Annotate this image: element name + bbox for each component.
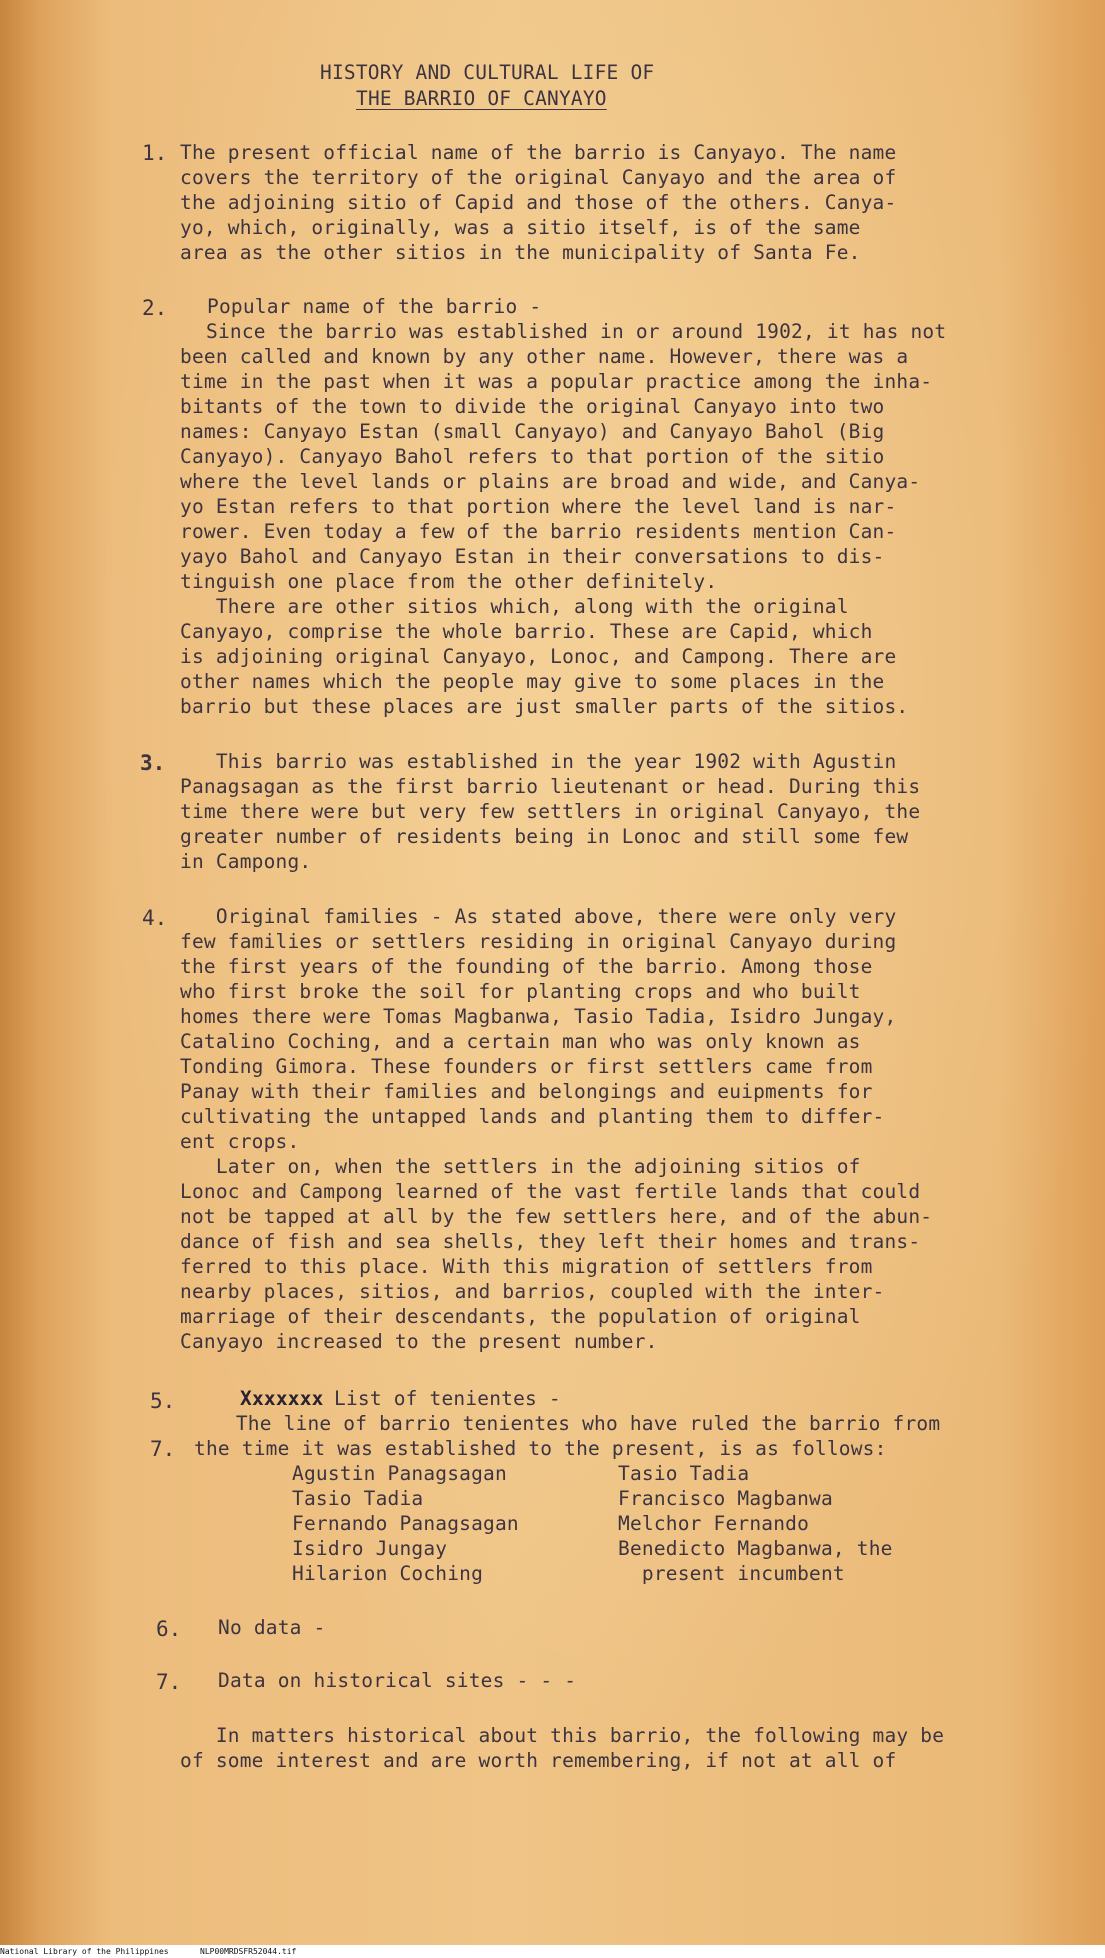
section-2-line: tinguish one place from the other definitely. xyxy=(180,570,718,593)
section-2-line: names: Canyayo Estan (small Canyayo) and Canyayo Bahol (Big xyxy=(180,420,885,443)
section-4-line: ent crops. xyxy=(180,1130,300,1153)
section-4-line: Later on, when the settlers in the adjoining sitios of xyxy=(180,1155,861,1178)
section-6-number: 6. xyxy=(156,1617,182,1641)
section-2-line: barrio but these places are just smaller parts of the sitios. xyxy=(180,695,909,718)
section-4-line: Canyayo increased to the present number. xyxy=(180,1330,658,1353)
section-7-heading: Data on historical sites - - - xyxy=(218,1669,577,1692)
section-4-number: 4. xyxy=(142,906,168,930)
section-4-line: few families or settlers residing in original Canyayo during xyxy=(180,930,897,953)
section-2-line: bitants of the town to divide the original Canyayo into two xyxy=(180,395,885,418)
teniente-name: Benedicto Magbanwa, the xyxy=(618,1537,893,1560)
section-5-heading: List of tenientes - xyxy=(334,1387,561,1410)
teniente-name: Agustin Panagsagan xyxy=(292,1462,507,1485)
section-3-number: 3. xyxy=(140,751,166,775)
section-2-line: time in the past when it was a popular practice among the inha- xyxy=(180,370,933,393)
document-title: HISTORY AND CULTURAL LIFE OF xyxy=(320,61,655,84)
section-1-line: area as the other sitios in the municipality of Santa Fe. xyxy=(180,241,861,264)
section-4-line: nearby places, sitios, and barrios, coupled with the inter- xyxy=(180,1280,885,1303)
section-2-line: yo Estan refers to that portion where the level land is nar- xyxy=(180,495,897,518)
section-2-line: is adjoining original Canyayo, Lonoc, and Campong. There are xyxy=(180,645,897,668)
section-2-line: Canyayo). Canyayo Bahol refers to that portion of the sitio xyxy=(180,445,885,468)
section-2-line: where the level lands or plains are broad and wide, and Canya- xyxy=(180,470,921,493)
section-2-line: been called and known by any other name. However, there was a xyxy=(180,345,909,368)
section-2-line: yayo Bahol and Canyayo Estan in their conversations to dis- xyxy=(180,545,885,568)
section-2-line: There are other sitios which, along with the original xyxy=(180,595,849,618)
section-2-line: other names which the people may give to some places in the xyxy=(180,670,885,693)
section-4-line: cultivating the untapped lands and planting them to differ- xyxy=(180,1105,885,1128)
section-4-line: Panay with their families and belongings and euipments for xyxy=(180,1080,873,1103)
section-5-intro: The line of barrio tenientes who have ruled the barrio from xyxy=(200,1412,941,1435)
section-4-line: ferred to this place. With this migration of settlers from xyxy=(180,1255,873,1278)
section-3-line: in Campong. xyxy=(180,850,312,873)
section-3-line: time there were but very few settlers in original Canyayo, the xyxy=(180,800,921,823)
teniente-name: present incumbent xyxy=(618,1562,845,1585)
teniente-name: Isidro Jungay xyxy=(292,1537,448,1560)
section-1-number: 1. xyxy=(142,141,168,165)
section-7-line: of some interest and are worth remembering, if not at all of xyxy=(180,1749,897,1772)
section-3-line: Panagsagan as the first barrio lieutenant or head. During this xyxy=(180,775,921,798)
section-1-line: yo, which, originally, was a sitio itself, is of the same xyxy=(180,216,861,239)
section-6-text: No data - xyxy=(218,1616,326,1639)
section-4-line: Catalino Coching, and a certain man who was only known as xyxy=(180,1030,861,1053)
footer-library: National Library of the Philippines xyxy=(0,1947,169,1956)
document-subtitle: THE BARRIO OF CANYAYO xyxy=(356,87,607,110)
section-4-line: dance of fish and sea shells, they left their homes and trans- xyxy=(180,1230,921,1253)
section-2-line: rower. Even today a few of the barrio residents mention Can- xyxy=(180,520,897,543)
section-2-number: 2. xyxy=(142,296,168,320)
section-2-heading: Popular name of the barrio - xyxy=(207,295,542,318)
section-1-line: The present official name of the barrio is Canyayo. The name xyxy=(180,141,897,164)
section-1-line: covers the territory of the original Canyayo and the area of xyxy=(180,166,897,189)
teniente-name: Tasio Tadia xyxy=(618,1462,750,1485)
section-4-line: marriage of their descendants, the population of original xyxy=(180,1305,861,1328)
section-5-number: 5. xyxy=(150,1389,176,1413)
section-2-line: Since the barrio was established in or around 1902, it has not xyxy=(206,320,947,343)
teniente-name: Francisco Magbanwa xyxy=(618,1487,833,1510)
section-4-line: not be tapped at all by the few settlers here, and of the abun- xyxy=(180,1205,933,1228)
section-5-intro: the time it was established to the present, is as follows: xyxy=(194,1437,887,1460)
section-1-line: the adjoining sitio of Capid and those of the others. Canya- xyxy=(180,191,897,214)
section-5-margin-number: 7. xyxy=(150,1437,176,1461)
teniente-name: Tasio Tadia xyxy=(292,1487,424,1510)
section-2-line: Canyayo, comprise the whole barrio. These are Capid, which xyxy=(180,620,873,643)
teniente-name: Hilarion Coching xyxy=(292,1562,484,1585)
section-4-line: homes there were Tomas Magbanwa, Tasio Tadia, Isidro Jungay, xyxy=(180,1005,897,1028)
footer-file: NLP00MRDSFR52044.tif xyxy=(200,1947,297,1956)
section-4-line: Original families - As stated above, there were only very xyxy=(180,905,897,928)
section-4-line: Lonoc and Campong learned of the vast fertile lands that could xyxy=(180,1180,921,1203)
section-5-struck-text: Xxxxxxx xyxy=(240,1387,324,1410)
section-7-line: In matters historical about this barrio, the following may be xyxy=(180,1724,945,1747)
section-3-line: greater number of residents being in Lonoc and still some few xyxy=(180,825,909,848)
section-3-line: This barrio was established in the year 1902 with Agustin xyxy=(180,750,897,773)
teniente-name: Melchor Fernando xyxy=(618,1512,810,1535)
section-4-line: the first years of the founding of the barrio. Among those xyxy=(180,955,873,978)
section-7-number: 7. xyxy=(156,1670,182,1694)
section-4-line: Tonding Gimora. These founders or first settlers came from xyxy=(180,1055,873,1078)
section-4-line: who first broke the soil for planting crops and who built xyxy=(180,980,861,1003)
scan-footer xyxy=(0,1945,1105,1958)
teniente-name: Fernando Panagsagan xyxy=(292,1512,519,1535)
